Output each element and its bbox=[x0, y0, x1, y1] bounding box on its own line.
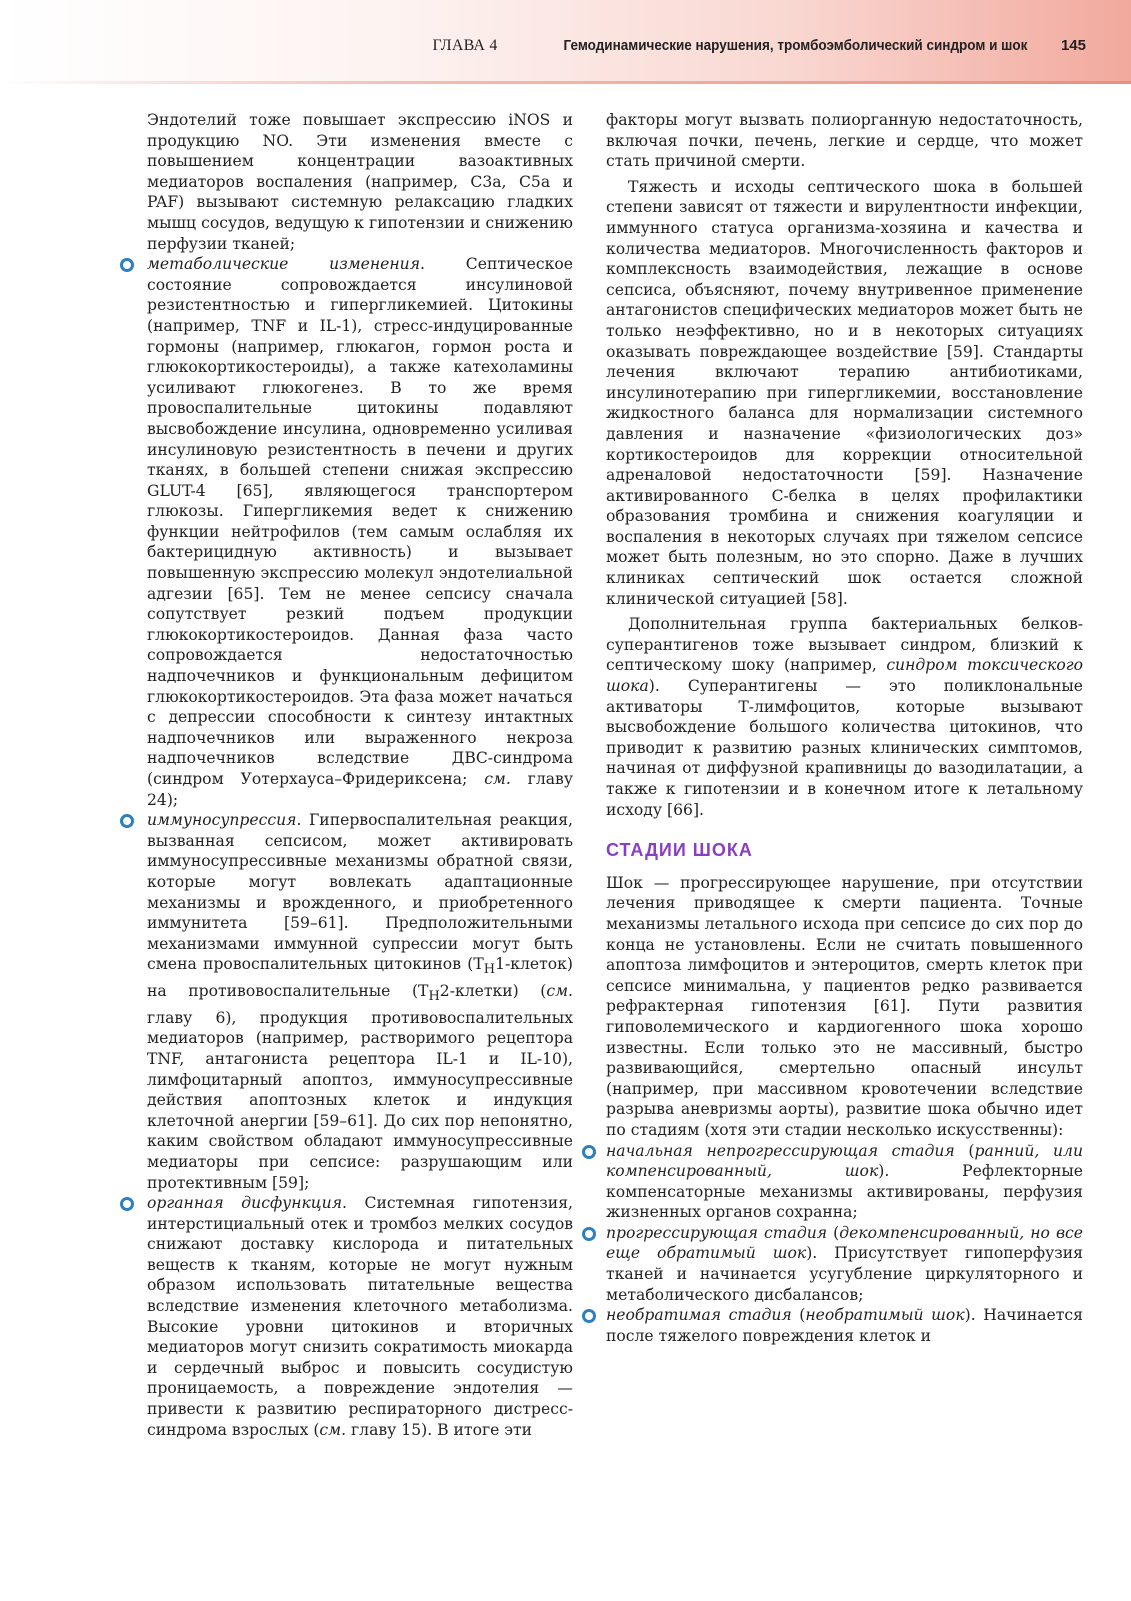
bullet-text-c: 2-клетки) ( bbox=[439, 982, 547, 1001]
running-head bbox=[433, 37, 1086, 55]
left-bullet-list bbox=[147, 254, 573, 1440]
bullet-term: необратимая стадия bbox=[606, 1306, 792, 1325]
bullet-icon bbox=[120, 1197, 134, 1211]
bullet-text: ). Начинается после тяжелого повреждения клеток и bbox=[606, 1306, 1083, 1345]
section-heading: СТАДИИ ШОКА bbox=[606, 840, 753, 861]
bullet-icon bbox=[120, 814, 134, 828]
page-number: 145 bbox=[1060, 37, 1086, 54]
paragraph-text: ). Суперантигены — это поликлональные активаторы Т-лимфоцитов, которые вызывают высвобождение большого количества цитокинов, что приводит к развитию разных клинических симптомов, начиная от диффузной крапивницы до вазодилатации, а также к гипотензии и в конечном итоге к летальному исходу [66]. bbox=[606, 677, 1083, 819]
bullet-paren: ( bbox=[827, 1223, 840, 1242]
stages-bullet-list bbox=[606, 1141, 1083, 1347]
bullet-text: ). Присутствует гипоперфузия тканей и начинается усугубление циркуляторного и метаболического дисбалансов; bbox=[606, 1244, 1083, 1304]
bullet-term: органная дисфункция bbox=[147, 1194, 343, 1213]
bullet-term: начальная непрогрессирующая стадия bbox=[606, 1141, 955, 1160]
bullet-text: ). Рефлекторные компенсаторные механизмы активированы, перфузия жизненных органов сохранна; bbox=[606, 1162, 1083, 1222]
bullet-paren: ( bbox=[791, 1306, 806, 1325]
bullet-icon bbox=[582, 1309, 596, 1323]
bullet-term-secondary: ранний, или компенсированный, шок bbox=[606, 1141, 1083, 1181]
see-reference: см. bbox=[319, 1420, 347, 1439]
bullet-text-b: 1-клеток) на противовоспалительные (T bbox=[147, 955, 573, 1001]
continuation-paragraph: факторы могут вызвать полиорганную недостаточность, включая почки, печень, легкие и сердце, что может стать причиной смерти. bbox=[606, 111, 1083, 171]
septic-shock-paragraph: Тяжесть и исходы септического шока в большей степени зависят от тяжести и вирулентности инфекции, иммунного статуса организма-хозяина и качества и количества медиаторов. Многочисленность факторов и комплексность взаимодействия, лежащие в основе сепсиса, объясняют, почему внутривенное применение антагонистов специфических медиаторов может быть не только неэффективно, но и в некоторых ситуациях оказывать повреждающее воздействие [59]. Стандарты лечения включают терапию антибиотиками, инсулинотерапию при гипергликемии, восстановление жидкостного баланса для нормализации системного давления и назначение «физиологических доз» кортикостероидов для коррекции относительной адреналовой недостаточности [59]. Назначение активированного С-белка в целях профилактики образования тромбина и снижения коагуляции и воспаления в некоторых случаях при тяжелом сепсисе может быть полезным, но это спорно. Даже в лучших клиниках септический шок остается сложной клинической ситуацией [58]. bbox=[606, 177, 1083, 608]
bullet-irreversible-stage bbox=[606, 1305, 1083, 1346]
chapter-label: ГЛАВА 4 bbox=[432, 37, 498, 54]
toxic-shock-term: синдром токсического шока bbox=[606, 656, 1083, 696]
bullet-text: . Гипервоспалительная реакция, вызванная сепсисом, может активировать иммуносупрессивные механизмы обратной связи, которые могут вовлекать адаптационные механизмы и врожденного, и приобретенного иммунитета [59–61]. Предположительными механизмами иммунной супрессии могут быть смена провоспалительных цитокинов (T bbox=[147, 811, 573, 974]
bullet-initial-stage bbox=[606, 1141, 1083, 1223]
bullet-paren: ( bbox=[954, 1141, 975, 1160]
bullet-tail: главу 24); bbox=[147, 770, 573, 809]
paragraph-text: Дополнительная группа бактериальных белков-суперантигенов тоже вызывает синдром, близкий к септическому шоку (например, bbox=[606, 615, 1083, 675]
bullet-text: . Системная гипотензия, интерстициальный отек и тромбоз мелких сосудов снижают доставку кислорода и питательных веществ к тканям, которые не могут нужным образом использовать питательные вещества вследствие изменения клеточного метаболизма. Высокие уровни цитокинов и вторичных медиаторов могут снизить сократимость миокарда и сердечный выброс и повысить сосудистую проницаемость, а повреждение эндотелия — привести к развитию респираторного дистресс-синдрома взрослых ( bbox=[147, 1194, 573, 1439]
subscript-h: H bbox=[483, 962, 496, 978]
bullet-immunosuppression bbox=[147, 810, 573, 1193]
see-reference: см. bbox=[484, 770, 511, 788]
intro-paragraph: Эндотелий тоже повышает экспрессию iNOS и продукцию NO. Эти изменения вместе с повышением концентрации вазоактивных медиаторов воспаления (например, C3a, C5a и PAF) вызывают системную релаксацию гладких мышц сосудов, ведущую к гипотензии и снижению перфузии тканей; bbox=[147, 111, 573, 253]
bullet-term: прогрессирующая стадия bbox=[606, 1223, 828, 1242]
chapter-title: Гемодинамические нарушения, тромбоэмболический синдром и шок bbox=[563, 37, 1027, 54]
see-reference: см. bbox=[546, 982, 573, 1001]
bullet-icon bbox=[120, 258, 134, 272]
shock-stages-paragraph: Шок — прогрессирующее нарушение, при отсутствии лечения приводящее к смерти пациента. Точные механизмы летального исхода при сепсисе до сих пор до конца не установлены. Если не считать повышенного апоптоза лимфоцитов и энтероцитов, смерть клеток при сепсисе минимальна, у пациентов редко развивается рефрактерная гипотензия [61]. Пути развития гиповолемического и кардиогенного шока хорошо известны. Если только это не массивный, быстро развивающийся, смертельно опасный инсульт (например, при массивном кровотечении вследствие разрыва аневризмы аорты), развитие шока обычно идет по стадиям (хотя эти стадии несколько искусственны): bbox=[606, 873, 1083, 1139]
bullet-term: иммуносупрессия bbox=[147, 811, 297, 830]
bullet-progressive-stage bbox=[606, 1223, 1083, 1305]
bullet-icon bbox=[582, 1227, 596, 1241]
subscript-h: H bbox=[428, 989, 440, 1005]
bullet-term-secondary: декомпенсированный, но все еще обратимый шок bbox=[606, 1223, 1083, 1263]
bullet-icon bbox=[582, 1145, 596, 1159]
bullet-tail: главу 15). В итоге эти bbox=[346, 1420, 533, 1439]
bullet-organ-dysfunction bbox=[147, 1193, 573, 1440]
left-column bbox=[147, 110, 573, 1440]
bullet-tail: главу 6), продукция противовоспалительных медиаторов (например, растворимого рецептора TNF, антагониста рецептора IL-1 и IL-10), лимфоцитарный апоптоз, иммуносупрессивные действия апоптозных клеток и индукция клеточной анергии [59–61]. До сих пор непонятно, каким свойством обладают иммуносупрессивные медиаторы при сепсисе: разрушающим или протективным [59]; bbox=[147, 1008, 573, 1192]
bullet-term: метаболические изменения bbox=[147, 255, 421, 274]
bullet-metabolic-changes bbox=[147, 254, 573, 810]
right-column bbox=[606, 110, 1083, 1346]
bullet-text: . Септическое состояние сопровождается инсулиновой резистентностью и гипергликемией. Цитокины (например, TNF и IL-1), стресс-индуцированные гормоны (например, глюкагон, гормон роста и глюкокортикостероиды), а также катехоламины усиливают глюкогенез. В то же время провоспалительные цитокины подавляют высвобождение инсулина, одновременно усиливая инсулиновую резистентность в печени и других тканях, в большей степени снижая экспрессию GLUT-4 [65], являющегося транспортером глюкозы. Гипергликемия ведет к снижению функции нейтрофилов (тем самым ослабляя их бактерицидную активность) и вызывает повышенную экспрессию молекул эндотелиальной адгезии [65]. Тем не менее сепсису сначала сопутствует резкий подъем продукции глюкокортикостероидов. Данная фаза часто сопровождается недостаточностью надпочечников и функциональным дефицитом глюкокортикостероидов. Эта фаза может начаться с депрессии способности к синтезу интактных надпочечников или выраженного некроза надпочечников вследствие ДВС-синдрома (синдром Уотерхауса–Фридериксена; bbox=[147, 255, 574, 788]
bullet-term-secondary: необратимый шок bbox=[805, 1306, 965, 1325]
superantigen-paragraph bbox=[606, 614, 1083, 820]
